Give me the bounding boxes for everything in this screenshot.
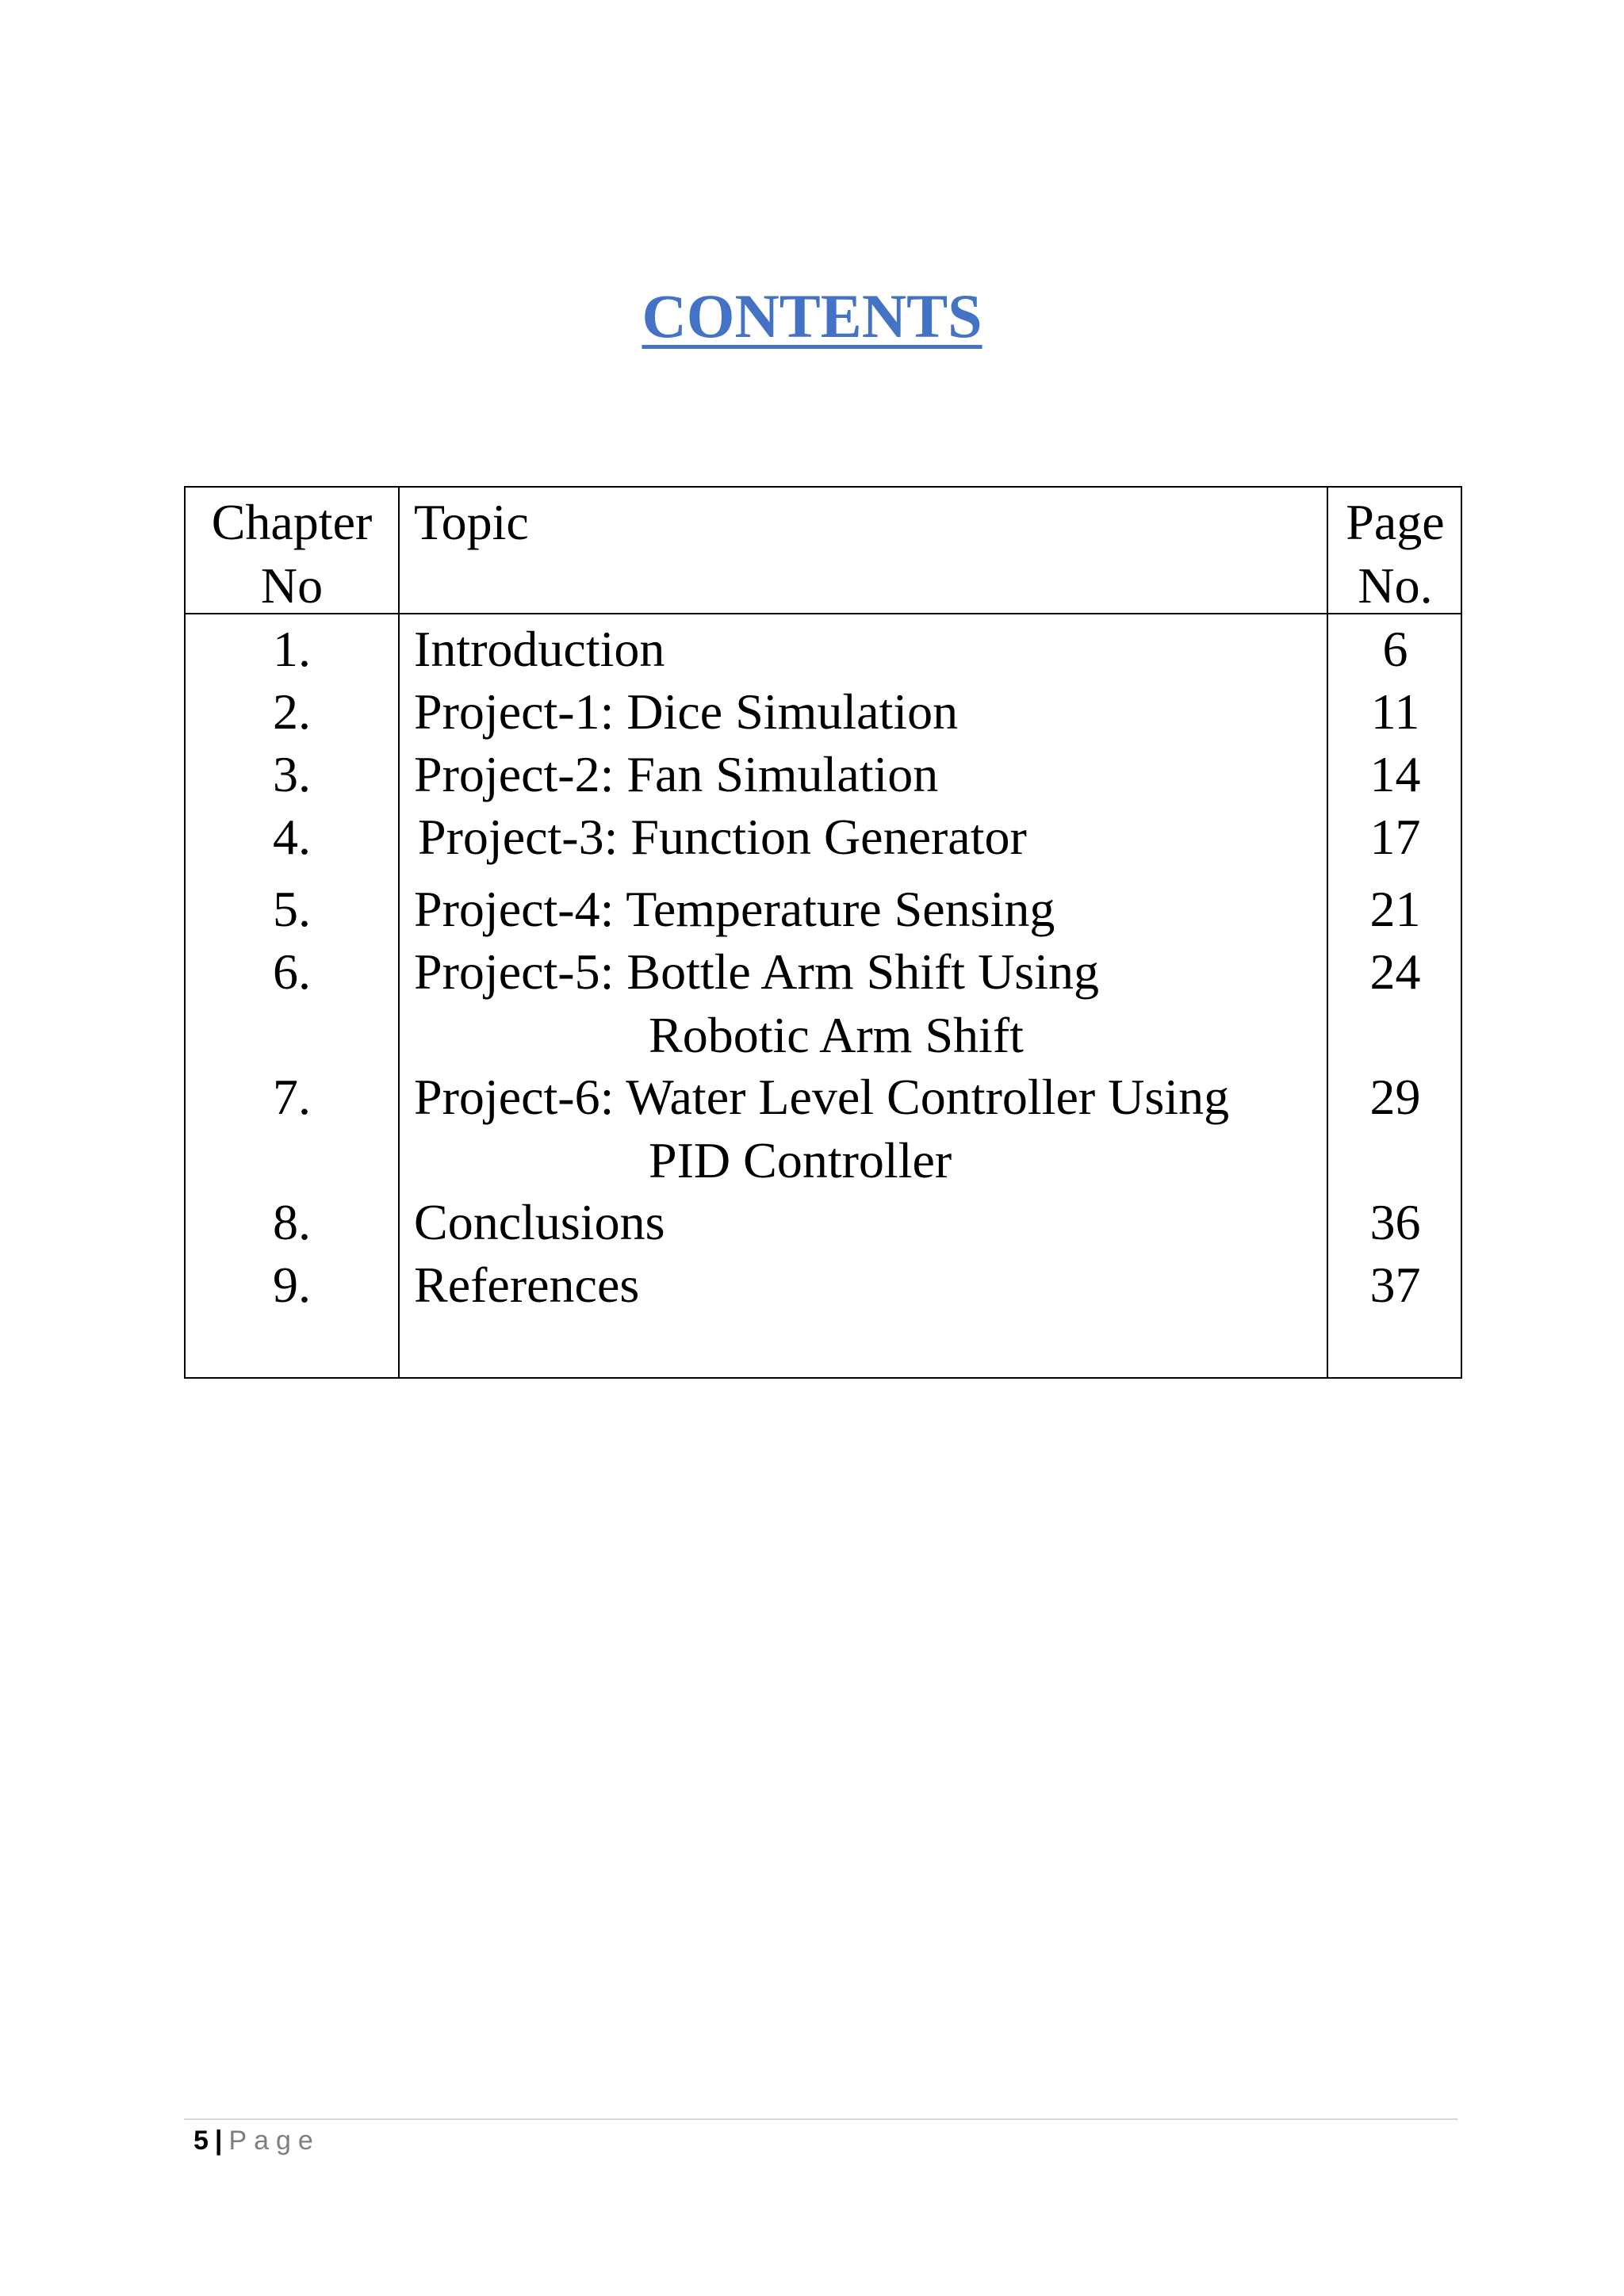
chapter-page: 14 <box>1369 746 1421 802</box>
chapter-page: 36 <box>1369 1194 1421 1250</box>
chapter-page: 17 <box>1369 809 1421 865</box>
chapter-page: 24 <box>1369 943 1421 1000</box>
contents-table <box>184 486 1462 1379</box>
chapter-number: 2. <box>273 683 311 740</box>
chapter-topic-line2: PID Controller <box>649 1132 952 1188</box>
header-page-no <box>1328 491 1462 618</box>
chapter-number: 1. <box>273 621 311 677</box>
chapter-topic: Project-4: Temperature Sensing <box>414 881 1055 937</box>
chapter-topic: Project-2: Fan Simulation <box>414 746 939 802</box>
chapter-topic <box>414 940 1099 1067</box>
chapter-topic: Project-3: Function Generator <box>418 809 1027 865</box>
header-chapter-line2: No <box>260 557 324 614</box>
footer-separator: | <box>214 2126 223 2156</box>
header-chapter-no <box>186 491 398 618</box>
header-page-line1: Page <box>1346 494 1445 550</box>
chapter-topic: References <box>414 1257 640 1313</box>
header-topic: Topic <box>414 494 529 550</box>
chapter-topic: Conclusions <box>414 1194 665 1250</box>
chapter-page: 37 <box>1369 1257 1421 1313</box>
chapter-number: 4. <box>273 809 311 865</box>
footer-page-number: 5 <box>193 2126 209 2156</box>
chapter-page: 29 <box>1369 1069 1421 1125</box>
chapter-page: 6 <box>1382 621 1408 677</box>
chapter-topic: Introduction <box>414 621 665 677</box>
chapter-number: 3. <box>273 746 311 802</box>
header-page-line2: No. <box>1358 557 1433 614</box>
chapter-number: 6. <box>273 943 311 1000</box>
chapter-number: 8. <box>273 1194 311 1250</box>
chapter-topic-line1: Project-6: Water Level Controller Using <box>414 1069 1230 1125</box>
chapter-topic-line1: Project-5: Bottle Arm Shift Using <box>414 943 1099 1000</box>
page-title: CONTENTS <box>642 281 982 350</box>
footer-divider <box>184 2118 1457 2120</box>
footer-page-label: Page <box>228 2126 320 2156</box>
chapter-topic <box>414 1066 1229 1192</box>
chapter-topic-line2: Robotic Arm Shift <box>649 1007 1024 1063</box>
chapter-page: 11 <box>1370 683 1420 740</box>
chapter-topic: Project-1: Dice Simulation <box>414 683 959 740</box>
chapter-number: 9. <box>273 1257 311 1313</box>
chapter-number: 7. <box>273 1069 311 1125</box>
chapter-page: 21 <box>1369 881 1421 937</box>
chapter-number: 5. <box>273 881 311 937</box>
page-footer <box>193 2123 320 2158</box>
column-divider <box>398 488 400 1377</box>
header-chapter-line1: Chapter <box>211 494 373 550</box>
